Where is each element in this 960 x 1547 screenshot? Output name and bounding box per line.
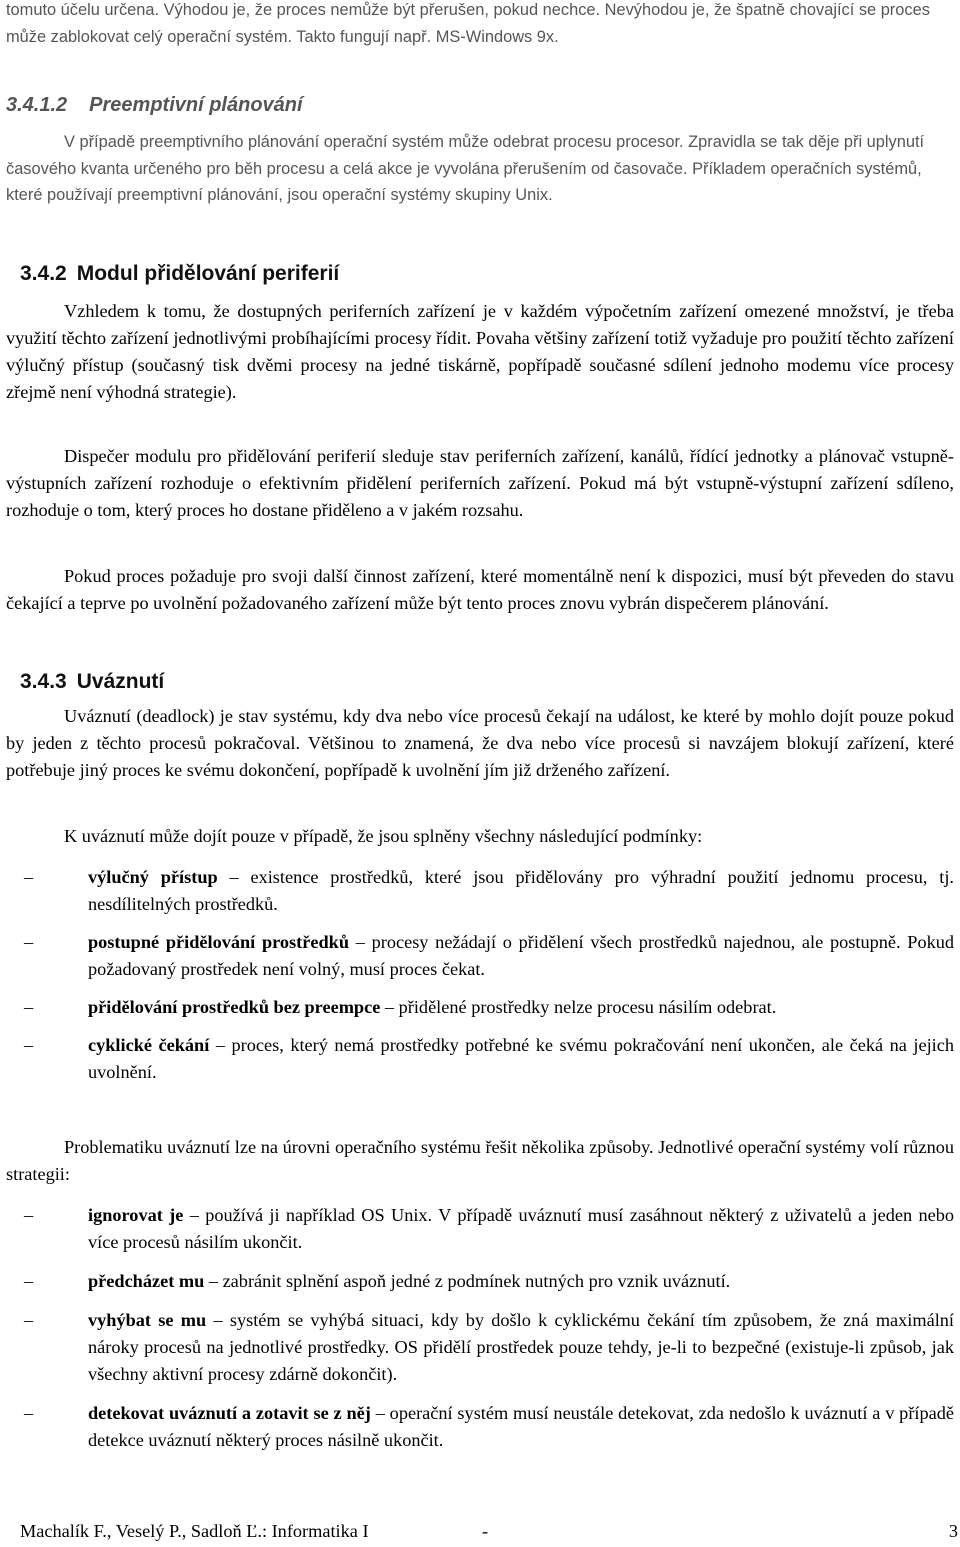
list-item [6, 994, 954, 1021]
item-term: předcházet mu [88, 1271, 205, 1291]
item-desc: – používá ji například OS Unix. V případě uváznutí musí zasáhnout některý z uživatelů a jeden nebo více procesů násilím ukončit. [88, 1205, 955, 1252]
paragraph-peripherals-2: Dispečer modulu pro přidělování periferií sleduje stav periferních zařízení, kanálů, řídící jednotky a plánovač vstupně-výstupních zařízení rozhoduje o efektivním přidělení periferních zařízení. Pokud má být vstupně-výstupní zařízení sdíleno, rozhoduje o tom, který proces ho dostane přiděleno a v jakém rozsahu. [6, 446, 954, 520]
paragraph-peripherals-1: Vzhledem k tomu, že dostupných periferních zařízení je v každém výpočetním zařízení omezené množství, je třeba využití těchto zařízení jednotlivými probíhajícími procesy řídit. Povaha většiny zařízení totiž vyžaduje pro použití těchto zařízení výlučný přístup (současný tisk dvěmi procesy na jedné tiskárně, popřípadě současné sdílení jednoho modemu více procesy zřejmě není výhodná strategie). [6, 301, 954, 402]
heading-title: Uváznutí [76, 670, 165, 693]
page-footer [20, 1521, 960, 1542]
list-dash: – [24, 1271, 34, 1291]
heading-number: 3.4.3 [20, 670, 67, 693]
list-dash: – [24, 997, 34, 1017]
paragraph-peripherals-3: Pokud proces požaduje pro svoji další činnost zařízení, které momentálně není k dispozici, musí být převeden do stavu čekající a teprve po uvolnění požadovaného zařízení může být tento proces znovu vybrán dispečerem plánování. [6, 566, 954, 613]
page-number: 3 [948, 1521, 958, 1541]
list-dash: – [24, 1205, 34, 1225]
conditions-list [6, 864, 954, 1086]
heading-peripherals [20, 262, 339, 286]
heading-deadlock [20, 670, 164, 694]
item-term: cyklické čekání [88, 1035, 210, 1055]
paragraph-preemptive: V případě preemptivního plánování operační systém může odebrat procesu procesor. Zpravidla se tak děje při uplynutí časového kvanta určeného pro běh procesu a celá akce je vyvolána přerušením od časovače. Příkladem operačních systémů, které používají preemptivní plánování, jsou operační systémy skupiny Unix. [6, 133, 925, 204]
item-term: detekovat uváznutí a zotavit se z něj [88, 1403, 371, 1423]
item-term: ignorovat je [88, 1205, 184, 1225]
footer-authors: Machalík F., Veselý P., Sadloň Ľ.: Informatika I [20, 1521, 369, 1541]
intro-paragraph: tomuto účelu určena. Výhodou je, že proces nemůže být přerušen, pokud nechce. Nevýhodou je, že špatně chovající se proces může zablokovat celý operační systém. Takto fungují např. MS-Windows 9x. [6, 1, 930, 46]
heading-preemptive [6, 94, 303, 117]
list-item [6, 1400, 954, 1454]
paragraph-strategies-intro: Problematiku uváznutí lze na úrovni operačního systému řešit několika způsoby. Jednotlivé operační systémy volí různou strategii: [6, 1137, 954, 1184]
list-item [6, 1268, 954, 1295]
item-term: postupné přidělování prostředků [88, 932, 349, 952]
item-desc: – systém se vyhýbá situaci, kdy by došlo k cyklickému čekání tím způsobem, že zná maximální nároky procesů na jednotlivé prostředky. OS přidělí prostředek pouze tehdy, je-li to bezpečné (existuje-li způsob, jak všechny aktivní procesy zdárně dokončit). [88, 1310, 955, 1384]
heading-title: Modul přidělování periferií [76, 262, 340, 285]
item-term: vyhýbat se mu [88, 1310, 207, 1330]
item-term: výlučný přístup [88, 867, 218, 887]
paragraph-deadlock-2: K uváznutí může dojít pouze v případě, že jsou splněny všechny následující podmínky: [64, 826, 703, 846]
list-dash: – [24, 867, 34, 887]
item-desc: – přidělené prostředky nelze procesu násilím odebrat. [384, 997, 777, 1017]
list-dash: – [24, 932, 34, 952]
footer-separator: - [482, 1521, 489, 1541]
strategies-list [6, 1202, 954, 1454]
heading-number: 3.4.2 [20, 262, 67, 285]
list-item [6, 1307, 954, 1388]
item-desc: – procesy nežádají o přidělení všech prostředků najednou, ale postupně. Pokud požadovaný prostředek není volný, musí proces čekat. [88, 932, 955, 979]
heading-number: 3.4.1.2 [6, 94, 68, 116]
paragraph-deadlock-1: Uváznutí (deadlock) je stav systému, kdy dva nebo více procesů čekají na událost, ke které by mohlo dojít pouze pokud by jeden z těchto procesů pokračoval. Většinou to znamená, že dva nebo více procesů si navzájem blokují zařízení, které potřebuje jiný proces ke svému dokončení, popřípadě k uvolnění jím již drženého zařízení. [6, 706, 954, 780]
list-item [6, 1202, 954, 1256]
item-desc: – existence prostředků, které jsou přidělovány pro výhradní použití jednomu procesu, tj. nesdílitelných prostředků. [88, 867, 954, 914]
list-item [6, 929, 954, 983]
item-desc: – proces, který nemá prostředky potřebné ke svému pokračování není ukončen, ale čeká na jejich uvolnění. [88, 1035, 955, 1082]
list-dash: – [24, 1035, 34, 1055]
list-item [6, 1032, 954, 1086]
item-desc: – operační systém musí neustále detekovat, zda nedošlo k uváznutí a v případě detekce uváznutí některý proces násilně ukončit. [88, 1403, 955, 1450]
list-dash: – [24, 1310, 34, 1330]
item-term: přidělování prostředků bez preempce [88, 997, 381, 1017]
list-item [6, 864, 954, 918]
item-desc: – zabránit splnění aspoň jedné z podmínek nutných pro vznik uváznutí. [208, 1271, 731, 1291]
heading-title: Preemptivní plánování [89, 94, 303, 116]
list-dash: – [24, 1403, 34, 1423]
